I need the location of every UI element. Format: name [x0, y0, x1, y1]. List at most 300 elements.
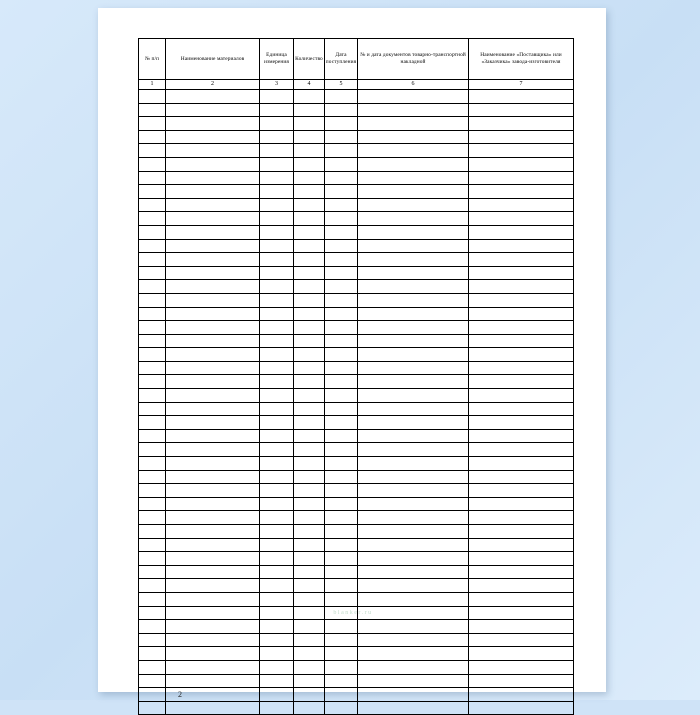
cell-unit [260, 90, 294, 104]
cell-unit [260, 525, 294, 539]
cell-supplier [469, 660, 574, 674]
cell-date [325, 307, 358, 321]
cell-number [139, 130, 166, 144]
cell-number [139, 470, 166, 484]
cell-waybill [358, 620, 469, 634]
cell-number [139, 307, 166, 321]
cell-supplier [469, 253, 574, 267]
cell-number [139, 457, 166, 471]
cell-date [325, 633, 358, 647]
cell-waybill [358, 334, 469, 348]
cell-unit [260, 212, 294, 226]
cell-supplier [469, 429, 574, 443]
cell-number [139, 375, 166, 389]
cell-number [139, 185, 166, 199]
cell-supplier [469, 321, 574, 335]
cell-date [325, 103, 358, 117]
cell-date [325, 660, 358, 674]
table-row [139, 620, 574, 634]
cell-unit [260, 443, 294, 457]
table-row [139, 429, 574, 443]
cell-quantity [294, 307, 325, 321]
cell-unit [260, 484, 294, 498]
cell-unit [260, 225, 294, 239]
cell-waybill [358, 606, 469, 620]
cell-unit [260, 130, 294, 144]
cell-date [325, 525, 358, 539]
cell-date [325, 334, 358, 348]
header-cell-number: № п/п [139, 39, 166, 80]
cell-quantity [294, 443, 325, 457]
cell-material-name [166, 389, 260, 403]
cell-supplier [469, 647, 574, 661]
cell-waybill [358, 701, 469, 715]
cell-material-name [166, 429, 260, 443]
cell-unit [260, 307, 294, 321]
cell-waybill [358, 117, 469, 131]
cell-number [139, 606, 166, 620]
cell-unit [260, 511, 294, 525]
cell-date [325, 606, 358, 620]
cell-waybill [358, 511, 469, 525]
cell-date [325, 361, 358, 375]
cell-date [325, 348, 358, 362]
cell-number [139, 239, 166, 253]
cell-quantity [294, 348, 325, 362]
header-cell-material-name: Наименование материалов [166, 39, 260, 80]
table-row [139, 253, 574, 267]
cell-number [139, 212, 166, 226]
table-row [139, 511, 574, 525]
cell-quantity [294, 674, 325, 688]
cell-waybill [358, 688, 469, 702]
cell-waybill [358, 579, 469, 593]
cell-waybill [358, 266, 469, 280]
cell-supplier [469, 389, 574, 403]
cell-waybill [358, 225, 469, 239]
cell-number [139, 552, 166, 566]
cell-quantity [294, 198, 325, 212]
cell-quantity [294, 266, 325, 280]
cell-material-name [166, 198, 260, 212]
cell-quantity [294, 185, 325, 199]
cell-quantity [294, 511, 325, 525]
cell-waybill [358, 157, 469, 171]
column-number-1: 1 [139, 80, 166, 90]
cell-quantity [294, 253, 325, 267]
cell-quantity [294, 470, 325, 484]
column-number-2: 2 [166, 80, 260, 90]
cell-material-name [166, 90, 260, 104]
cell-date [325, 402, 358, 416]
cell-waybill [358, 185, 469, 199]
cell-date [325, 375, 358, 389]
cell-number [139, 90, 166, 104]
cell-supplier [469, 157, 574, 171]
cell-supplier [469, 280, 574, 294]
cell-quantity [294, 389, 325, 403]
cell-date [325, 429, 358, 443]
table-column-numbers-row [139, 80, 574, 90]
cell-material-name [166, 402, 260, 416]
cell-material-name [166, 239, 260, 253]
cell-number [139, 688, 166, 702]
cell-waybill [358, 565, 469, 579]
cell-date [325, 117, 358, 131]
cell-material-name [166, 674, 260, 688]
cell-number [139, 660, 166, 674]
cell-waybill [358, 144, 469, 158]
cell-date [325, 647, 358, 661]
cell-number [139, 674, 166, 688]
cell-supplier [469, 592, 574, 606]
column-number-7: 7 [469, 80, 574, 90]
table-row [139, 538, 574, 552]
header-cell-supplier: Наименование «Поставщика» или «Заказчика» завода-изготовителя [469, 39, 574, 80]
cell-unit [260, 688, 294, 702]
cell-quantity [294, 321, 325, 335]
cell-quantity [294, 144, 325, 158]
table-row [139, 579, 574, 593]
cell-supplier [469, 198, 574, 212]
cell-unit [260, 185, 294, 199]
table-row [139, 225, 574, 239]
cell-supplier [469, 103, 574, 117]
cell-unit [260, 361, 294, 375]
cell-date [325, 321, 358, 335]
table-row [139, 470, 574, 484]
cell-material-name [166, 144, 260, 158]
cell-unit [260, 497, 294, 511]
column-number-3: 3 [260, 80, 294, 90]
cell-waybill [358, 90, 469, 104]
cell-quantity [294, 90, 325, 104]
cell-date [325, 511, 358, 525]
cell-number [139, 321, 166, 335]
cell-date [325, 157, 358, 171]
cell-waybill [358, 171, 469, 185]
table-row [139, 307, 574, 321]
cell-unit [260, 103, 294, 117]
table-row [139, 402, 574, 416]
cell-date [325, 592, 358, 606]
cell-supplier [469, 484, 574, 498]
cell-supplier [469, 117, 574, 131]
cell-number [139, 157, 166, 171]
cell-material-name [166, 225, 260, 239]
cell-waybill [358, 348, 469, 362]
cell-date [325, 552, 358, 566]
cell-material-name [166, 484, 260, 498]
cell-date [325, 538, 358, 552]
cell-unit [260, 144, 294, 158]
cell-supplier [469, 90, 574, 104]
cell-material-name [166, 280, 260, 294]
cell-quantity [294, 688, 325, 702]
cell-number [139, 253, 166, 267]
table-row [139, 130, 574, 144]
cell-unit [260, 457, 294, 471]
cell-material-name [166, 497, 260, 511]
cell-quantity [294, 117, 325, 131]
cell-quantity [294, 497, 325, 511]
cell-material-name [166, 212, 260, 226]
cell-waybill [358, 402, 469, 416]
cell-waybill [358, 633, 469, 647]
cell-date [325, 497, 358, 511]
cell-unit [260, 552, 294, 566]
table-row [139, 633, 574, 647]
table-header-row [139, 39, 574, 80]
cell-unit [260, 416, 294, 430]
table-row [139, 157, 574, 171]
table-row [139, 701, 574, 715]
cell-quantity [294, 633, 325, 647]
cell-waybill [358, 660, 469, 674]
cell-quantity [294, 647, 325, 661]
cell-supplier [469, 565, 574, 579]
table-body [139, 90, 574, 715]
column-number-4: 4 [294, 80, 325, 90]
cell-quantity [294, 429, 325, 443]
cell-quantity [294, 484, 325, 498]
cell-quantity [294, 565, 325, 579]
cell-number [139, 538, 166, 552]
table-row [139, 660, 574, 674]
cell-supplier [469, 674, 574, 688]
cell-supplier [469, 307, 574, 321]
cell-waybill [358, 280, 469, 294]
cell-supplier [469, 633, 574, 647]
cell-supplier [469, 511, 574, 525]
cell-supplier [469, 688, 574, 702]
table-row [139, 280, 574, 294]
cell-supplier [469, 185, 574, 199]
cell-number [139, 565, 166, 579]
table-row [139, 457, 574, 471]
table-row [139, 606, 574, 620]
cell-number [139, 701, 166, 715]
cell-supplier [469, 402, 574, 416]
cell-unit [260, 253, 294, 267]
cell-material-name [166, 538, 260, 552]
page-content-area [138, 38, 566, 699]
cell-supplier [469, 348, 574, 362]
cell-date [325, 389, 358, 403]
cell-supplier [469, 375, 574, 389]
cell-date [325, 225, 358, 239]
cell-quantity [294, 538, 325, 552]
cell-unit [260, 633, 294, 647]
cell-waybill [358, 538, 469, 552]
cell-unit [260, 334, 294, 348]
cell-date [325, 579, 358, 593]
cell-material-name [166, 253, 260, 267]
cell-waybill [358, 443, 469, 457]
cell-quantity [294, 171, 325, 185]
cell-quantity [294, 103, 325, 117]
cell-supplier [469, 552, 574, 566]
cell-waybill [358, 552, 469, 566]
cell-unit [260, 402, 294, 416]
cell-date [325, 212, 358, 226]
cell-supplier [469, 579, 574, 593]
cell-supplier [469, 620, 574, 634]
cell-number [139, 620, 166, 634]
cell-number [139, 497, 166, 511]
cell-quantity [294, 660, 325, 674]
table-row [139, 239, 574, 253]
cell-number [139, 117, 166, 131]
watermark-text: blanker.ru [333, 610, 373, 616]
cell-unit [260, 157, 294, 171]
cell-quantity [294, 402, 325, 416]
cell-unit [260, 565, 294, 579]
cell-number [139, 633, 166, 647]
cell-material-name [166, 552, 260, 566]
cell-supplier [469, 538, 574, 552]
cell-unit [260, 620, 294, 634]
table-row [139, 185, 574, 199]
cell-supplier [469, 266, 574, 280]
header-cell-quantity: Количество [294, 39, 325, 80]
cell-quantity [294, 592, 325, 606]
header-cell-waybill: № и дата документов товарно-транспортной накладной [358, 39, 469, 80]
cell-date [325, 470, 358, 484]
cell-date [325, 253, 358, 267]
cell-material-name [166, 348, 260, 362]
cell-quantity [294, 620, 325, 634]
cell-material-name [166, 185, 260, 199]
cell-unit [260, 674, 294, 688]
cell-supplier [469, 701, 574, 715]
cell-number [139, 293, 166, 307]
cell-quantity [294, 375, 325, 389]
cell-waybill [358, 293, 469, 307]
cell-unit [260, 280, 294, 294]
cell-supplier [469, 225, 574, 239]
cell-waybill [358, 130, 469, 144]
cell-quantity [294, 225, 325, 239]
cell-waybill [358, 416, 469, 430]
table-row [139, 266, 574, 280]
cell-unit [260, 701, 294, 715]
cell-supplier [469, 497, 574, 511]
cell-supplier [469, 334, 574, 348]
cell-number [139, 429, 166, 443]
table-row [139, 688, 574, 702]
cell-unit [260, 579, 294, 593]
cell-waybill [358, 321, 469, 335]
cell-waybill [358, 212, 469, 226]
cell-quantity [294, 416, 325, 430]
cell-waybill [358, 647, 469, 661]
cell-quantity [294, 525, 325, 539]
cell-material-name [166, 606, 260, 620]
cell-unit [260, 660, 294, 674]
cell-date [325, 185, 358, 199]
cell-unit [260, 647, 294, 661]
cell-number [139, 592, 166, 606]
cell-number [139, 389, 166, 403]
table-row [139, 144, 574, 158]
cell-number [139, 443, 166, 457]
cell-waybill [358, 429, 469, 443]
cell-unit [260, 117, 294, 131]
cell-quantity [294, 239, 325, 253]
cell-date [325, 171, 358, 185]
cell-date [325, 198, 358, 212]
cell-material-name [166, 361, 260, 375]
header-cell-date: Дата поступления [325, 39, 358, 80]
cell-date [325, 484, 358, 498]
cell-unit [260, 606, 294, 620]
cell-unit [260, 171, 294, 185]
cell-unit [260, 266, 294, 280]
document-page [98, 8, 606, 699]
materials-register-table [138, 38, 574, 715]
table-row [139, 90, 574, 104]
page-number: 2 [178, 690, 182, 699]
cell-unit [260, 429, 294, 443]
cell-unit [260, 470, 294, 484]
cell-unit [260, 348, 294, 362]
table-header [139, 39, 574, 90]
cell-quantity [294, 701, 325, 715]
cell-date [325, 674, 358, 688]
table-row [139, 171, 574, 185]
cell-date [325, 416, 358, 430]
cell-quantity [294, 130, 325, 144]
cell-unit [260, 375, 294, 389]
column-number-5: 5 [325, 80, 358, 90]
header-cell-unit: Единица измерения [260, 39, 294, 80]
cell-material-name [166, 103, 260, 117]
cell-number [139, 402, 166, 416]
cell-material-name [166, 511, 260, 525]
cell-number [139, 280, 166, 294]
cell-waybill [358, 674, 469, 688]
table-row [139, 293, 574, 307]
table-row [139, 212, 574, 226]
cell-date [325, 688, 358, 702]
cell-material-name [166, 293, 260, 307]
cell-quantity [294, 552, 325, 566]
cell-material-name [166, 443, 260, 457]
cell-supplier [469, 457, 574, 471]
table-row [139, 198, 574, 212]
cell-material-name [166, 321, 260, 335]
cell-material-name [166, 525, 260, 539]
cell-quantity [294, 280, 325, 294]
cell-number [139, 361, 166, 375]
cell-number [139, 225, 166, 239]
cell-quantity [294, 293, 325, 307]
cell-material-name [166, 307, 260, 321]
cell-quantity [294, 606, 325, 620]
cell-quantity [294, 579, 325, 593]
cell-material-name [166, 633, 260, 647]
cell-supplier [469, 144, 574, 158]
cell-quantity [294, 457, 325, 471]
cell-unit [260, 239, 294, 253]
cell-supplier [469, 171, 574, 185]
cell-number [139, 647, 166, 661]
cell-material-name [166, 620, 260, 634]
cell-waybill [358, 484, 469, 498]
table-row [139, 416, 574, 430]
cell-date [325, 280, 358, 294]
